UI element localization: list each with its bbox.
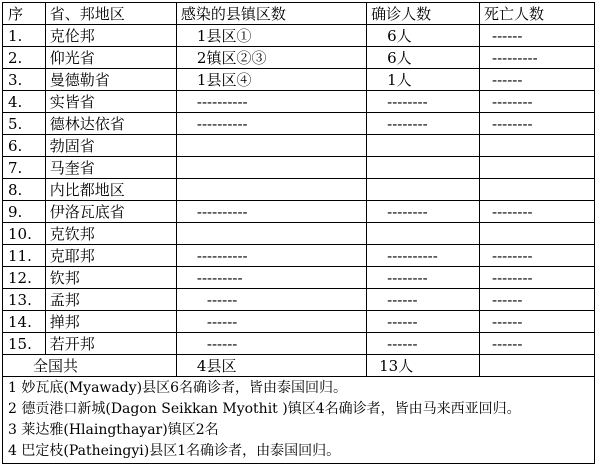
row-deaths: -------- [480,245,595,267]
table-row [3,201,595,223]
table-row [3,245,595,267]
table-row [3,289,595,311]
header-row [3,3,595,25]
total-deaths [480,355,595,377]
header-towns: 感染的县镇区数 [176,3,366,25]
header-confirmed: 确诊人数 [367,3,480,25]
row-deaths [480,135,595,157]
table-row [3,179,595,201]
row-region: 克耶邦 [45,245,176,267]
row-confirmed [367,157,480,179]
row-index: 7. [3,157,46,179]
row-region: 内比都地区 [45,179,176,201]
row-index: 12. [3,267,46,289]
table-row [3,47,595,69]
row-deaths [480,223,595,245]
row-index: 9. [3,201,46,223]
row-index: 6. [3,135,46,157]
row-confirmed: 6人 [367,25,480,47]
row-deaths: -------- [480,201,595,223]
footnote: 2 德贡港口新城(Dagon Seikkan Myothit )镇区4名确诊者，皆由马来西亚回归。 [8,401,521,417]
row-index: 3. [3,69,46,91]
row-confirmed: ------ [367,311,480,333]
header-region: 省、邦地区 [45,3,176,25]
row-deaths: ------ [480,333,595,355]
row-deaths: ------ [480,69,595,91]
row-towns [176,157,366,179]
footnotes [3,377,595,464]
row-region: 实皆省 [45,91,176,113]
row-region: 克伦邦 [45,25,176,47]
row-index: 14. [3,311,46,333]
notes-row [3,377,595,464]
row-deaths: ------ [480,311,595,333]
table-row [3,223,595,245]
row-region: 曼德勒省 [45,69,176,91]
row-confirmed: -------- [367,201,480,223]
row-towns [176,135,366,157]
row-index: 15. [3,333,46,355]
row-index: 4. [3,91,46,113]
row-towns: ------ [176,333,366,355]
row-deaths [480,179,595,201]
row-towns [176,179,366,201]
row-index: 2. [3,47,46,69]
total-row [3,355,595,377]
row-region: 德林达依省 [45,113,176,135]
covid-cases-table [2,2,595,464]
row-index: 8. [3,179,46,201]
header-deaths: 死亡人数 [480,3,595,25]
row-towns: ------ [176,311,366,333]
row-towns [176,223,366,245]
row-deaths: ------ [480,25,595,47]
footnote: 4 巴定枝(Patheingyi)县区1名确诊者，由泰国回归。 [8,443,341,459]
row-region: 马奎省 [45,157,176,179]
table-row [3,135,595,157]
table-row [3,157,595,179]
row-towns: ---------- [176,113,366,135]
table-row [3,311,595,333]
row-confirmed [367,223,480,245]
row-towns: 2镇区②③ [176,47,366,69]
row-confirmed: -------- [367,91,480,113]
total-towns: 4县区 [176,355,366,377]
row-index: 1. [3,25,46,47]
row-region: 伊洛瓦底省 [45,201,176,223]
row-deaths: --------- [480,47,595,69]
row-towns: --------- [176,267,366,289]
row-index: 10. [3,223,46,245]
row-towns: ---------- [176,201,366,223]
row-region: 仰光省 [45,47,176,69]
table-row [3,113,595,135]
row-region: 若开邦 [45,333,176,355]
footnote: 3 莱达雅(Hlaingthayar)镇区2名 [8,422,219,438]
total-confirmed: 13人 [367,355,480,377]
row-region: 钦邦 [45,267,176,289]
row-deaths [480,157,595,179]
table-row [3,91,595,113]
row-region: 克钦邦 [45,223,176,245]
table-row [3,69,595,91]
footnote: 1 妙瓦底(Myawady)县区6名确诊者，皆由泰国回归。 [8,380,347,396]
row-index: 5. [3,113,46,135]
row-region: 勃固省 [45,135,176,157]
row-confirmed: 6人 [367,47,480,69]
total-label: 全国共 [3,355,177,377]
row-index: 13. [3,289,46,311]
row-towns: 1县区① [176,25,366,47]
row-deaths: -------- [480,267,595,289]
row-deaths: -------- [480,91,595,113]
row-confirmed: ---------- [367,245,480,267]
table-row [3,267,595,289]
row-towns: ------ [176,289,366,311]
row-confirmed: ------ [367,289,480,311]
row-deaths: ------ [480,289,595,311]
table-row [3,333,595,355]
row-confirmed: -------- [367,113,480,135]
header-index: 序 [3,3,46,25]
row-towns: 1县区④ [176,69,366,91]
row-confirmed [367,179,480,201]
row-confirmed: 1人 [367,69,480,91]
row-index: 11. [3,245,46,267]
row-deaths: -------- [480,113,595,135]
row-region: 掸邦 [45,311,176,333]
row-towns: ---------- [176,245,366,267]
row-region: 孟邦 [45,289,176,311]
row-confirmed: -------- [367,267,480,289]
row-confirmed: ------ [367,333,480,355]
row-towns: ---------- [176,91,366,113]
row-confirmed [367,135,480,157]
table-row [3,25,595,47]
